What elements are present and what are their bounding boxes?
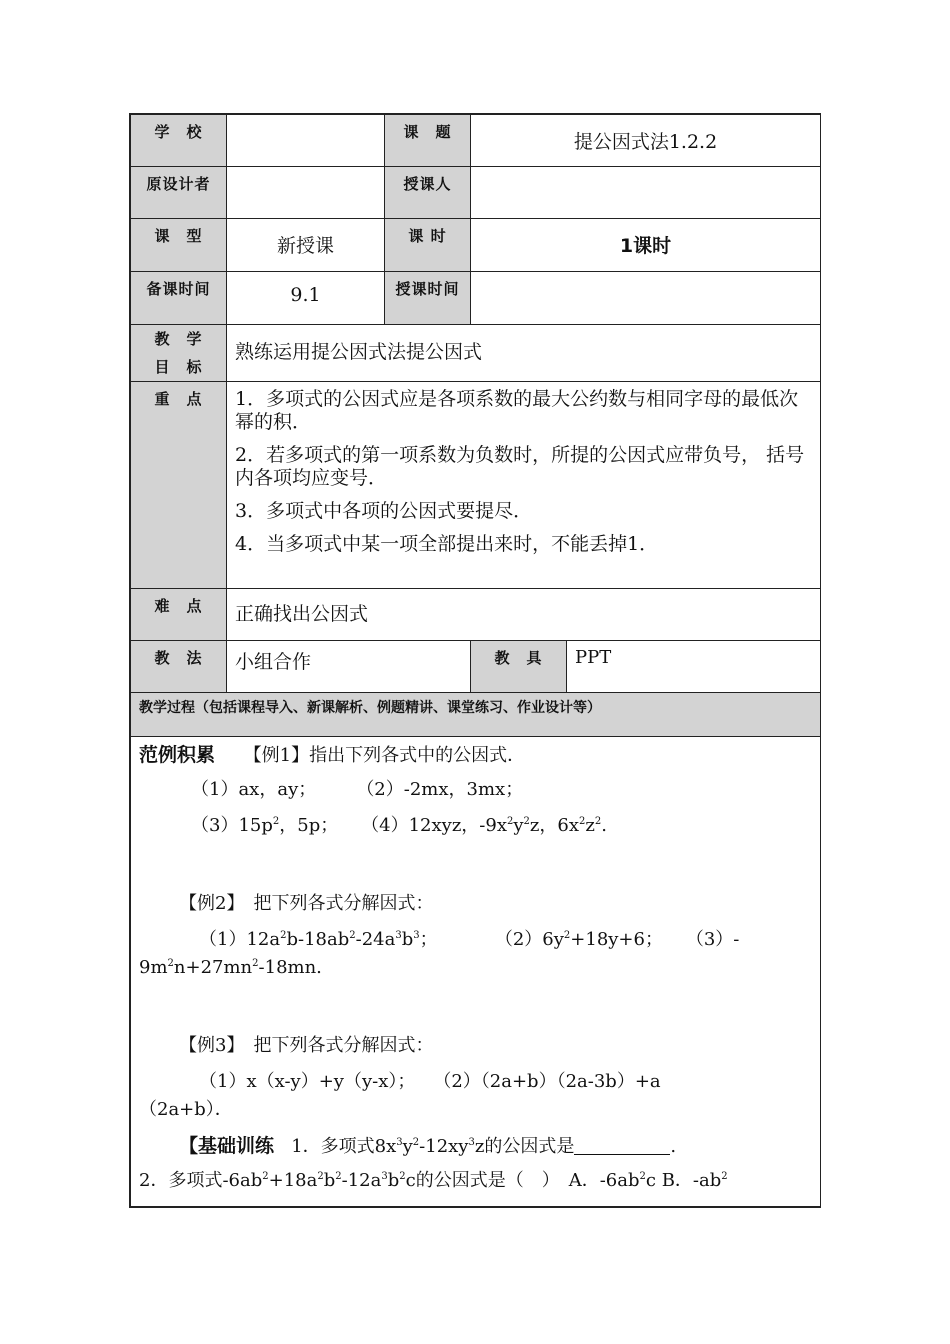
type-label: 课 型	[131, 219, 227, 272]
answer-blank[interactable]	[574, 1136, 670, 1155]
goal-value: 熟练运用提公因式法提公因式	[227, 325, 821, 382]
basic-q2-suffix: 的公因式是（ ） A．-6ab	[415, 1170, 640, 1191]
designer-label: 原设计者	[131, 167, 227, 219]
key-points-label: 重 点	[131, 382, 227, 589]
key-point-1: 1．多项式的公因式应是各项系数的最大公约数与相同字母的最低次幂的积．	[235, 388, 799, 433]
class-time-value	[471, 272, 821, 325]
method-label: 教 法	[131, 641, 227, 693]
hours-value: 1课时	[471, 219, 821, 272]
teacher-label: 授课人	[385, 167, 471, 219]
example-1-part-1: （1）ax，ay；	[191, 779, 317, 800]
basic-training-title: 【基础训练	[179, 1135, 275, 1157]
example-1-part-4: （4）12xyz，-9x	[361, 815, 507, 836]
example-section-title: 范例积累	[139, 744, 216, 766]
example-3-heading: 【例3】 把下列各式分解因式：	[179, 1035, 434, 1056]
example-1-heading: 【例1】指出下列各式中的公因式．	[243, 745, 526, 766]
example-1-part-3b: ，5p；	[279, 815, 339, 836]
example-1-part-2: （2）-2mx，3mx；	[356, 779, 524, 800]
difficulty-value: 正确找出公因式	[227, 589, 821, 641]
teacher-value	[471, 167, 821, 219]
example-2-line-1: $(1)12a^2b-18ab^2-24a^3b^3$； $(2)6y^2+18y+6$； （3）-	[199, 929, 740, 950]
basic-training-q1: 【基础训练 1．多项式$8x^3y^2-12xy^3z$的公因式是 .	[179, 1135, 677, 1157]
prep-time-label: 备课时间	[131, 272, 227, 325]
goal-label-line2: 目 标	[154, 358, 203, 376]
key-point-2: 2．若多项式的第一项系数为负数时，所提的公因式应带负号， 括号内各项均应变号．	[235, 444, 805, 489]
key-point-3: 3．多项式中各项的公因式要提尽．	[235, 500, 533, 522]
process-content	[131, 737, 821, 1207]
goal-label-line1: 教 学	[154, 330, 203, 348]
basic-training-q2: 2．多项式$-6ab^2+18a^2b^2-12a^3b^2c$的公因式是（ ） A．$-6ab^2c$ B．$-ab^2$	[139, 1170, 728, 1191]
example-2-line-2: $9m^2n+27mn^2-18mn$.	[139, 957, 322, 978]
school-label: 学 校	[131, 115, 227, 167]
basic-q1-prefix: 1．多项式	[291, 1136, 375, 1157]
topic-label: 课 题	[385, 115, 471, 167]
example-1-part-3: （3）15p	[191, 815, 273, 836]
class-time-label: 授课时间	[385, 272, 471, 325]
goal-label	[131, 325, 227, 382]
tools-label: 教 具	[471, 641, 567, 693]
example-2-heading: 【例2】 把下列各式分解因式：	[179, 893, 434, 914]
basic-q2-prefix: 2．多项式-6ab	[139, 1170, 263, 1191]
difficulty-label: 难 点	[131, 589, 227, 641]
lesson-plan-table	[129, 113, 821, 1208]
basic-q1-suffix: 的公因式是	[484, 1136, 575, 1157]
designer-value	[227, 167, 385, 219]
key-point-4: 4．当多项式中某一项全部提出来时，不能丢掉1．	[235, 533, 659, 555]
key-points-list	[227, 382, 821, 589]
type-value: 新授课	[227, 219, 385, 272]
tools-value: PPT	[567, 641, 821, 693]
example-1-line-2: $(3)15p^2$，5p； （4）12xyz，$-9x^2y^2z$，$6x^2z^2$.	[191, 815, 607, 836]
example-3-line-1: （1）x（x-y）+y（y-x）； （2）（2a+b）（2a-3b）+a	[199, 1071, 661, 1092]
prep-time-value: 9.1	[227, 272, 385, 325]
example-3-line-2: （2a+b）．	[139, 1099, 233, 1120]
school-value	[227, 115, 385, 167]
hours-label: 课 时	[385, 219, 471, 272]
method-value: 小组合作	[227, 641, 471, 693]
process-label: 教学过程（包括课程导入、新课解析、例题精讲、课堂练习、作业设计等）	[131, 693, 821, 737]
topic-value: 提公因式法1.2.2	[471, 115, 821, 167]
